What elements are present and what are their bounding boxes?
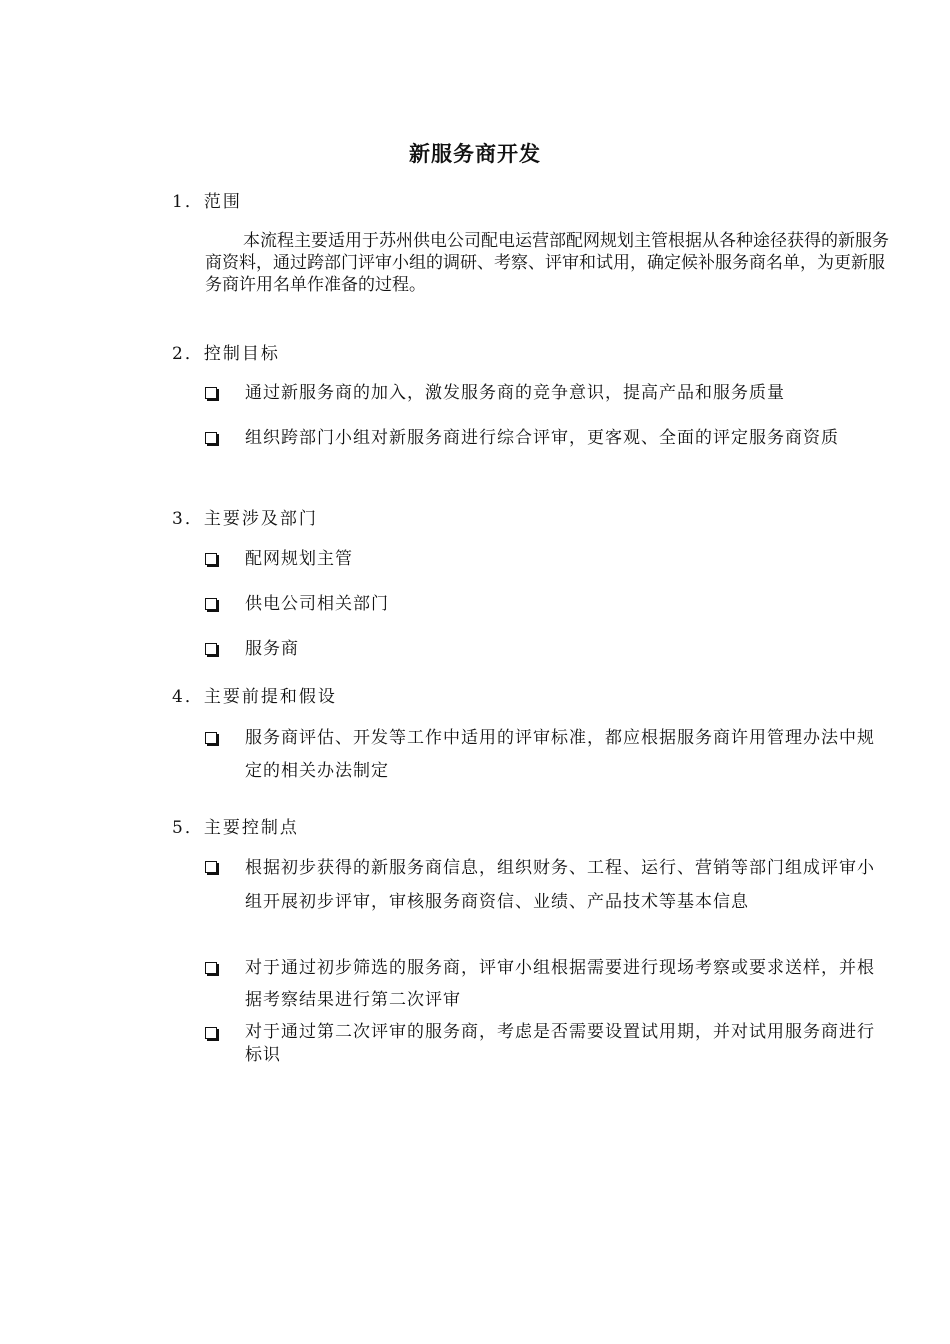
list-item-text: 对于通过第二次评审的服务商，考虑是否需要设置试用期，并对试用服务商进行标识 — [245, 1022, 875, 1065]
scope-paragraph: 本流程主要适用于苏州供电公司配电运营部配网规划主管根据从各种途径获得的新服务商资料，通过跨部门评审小组的调研、考察、评审和试用，确定候补服务商名单，为更新服务商许用名单作准备的过程。 — [205, 231, 889, 295]
checkbox-bullet-icon — [205, 732, 217, 744]
list-item-text: 组织跨部门小组对新服务商进行综合评审，更客观、全面的评定服务商资质 — [245, 428, 839, 448]
checkbox-bullet-icon — [205, 553, 217, 565]
section-heading-control-points: 5．主要控制点 — [172, 818, 299, 838]
checkbox-bullet-icon — [205, 861, 217, 873]
list-item-text: 服务商评估、开发等工作中适用的评审标准，都应根据服务商许用管理办法中规定的相关办法制定 — [245, 728, 875, 781]
list-item-text: 通过新服务商的加入，激发服务商的竞争意识，提高产品和服务质量 — [245, 383, 785, 403]
checkbox-bullet-icon — [205, 643, 217, 655]
section-heading-control-objectives: 2．控制目标 — [172, 344, 280, 364]
document-title: 新服务商开发 — [409, 142, 541, 166]
section-heading-assumptions: 4．主要前提和假设 — [172, 687, 337, 707]
list-item-text: 配网规划主管 — [245, 549, 353, 569]
section-heading-departments: 3．主要涉及部门 — [172, 509, 318, 529]
list-item-text: 对于通过初步筛选的服务商，评审小组根据需要进行现场考察或要求送样，并根据考察结果进行第二次评审 — [245, 958, 875, 1010]
checkbox-bullet-icon — [205, 598, 217, 610]
checkbox-bullet-icon — [205, 962, 217, 974]
checkbox-bullet-icon — [205, 1027, 217, 1039]
list-item-text: 供电公司相关部门 — [245, 594, 389, 614]
list-item-text: 服务商 — [245, 639, 299, 659]
section-heading-scope: 1．范围 — [172, 192, 242, 212]
checkbox-bullet-icon — [205, 432, 217, 444]
list-item-text: 根据初步获得的新服务商信息，组织财务、工程、运行、营销等部门组成评审小组开展初步评审，审核服务商资信、业绩、产品技术等基本信息 — [245, 858, 875, 912]
checkbox-bullet-icon — [205, 387, 217, 399]
